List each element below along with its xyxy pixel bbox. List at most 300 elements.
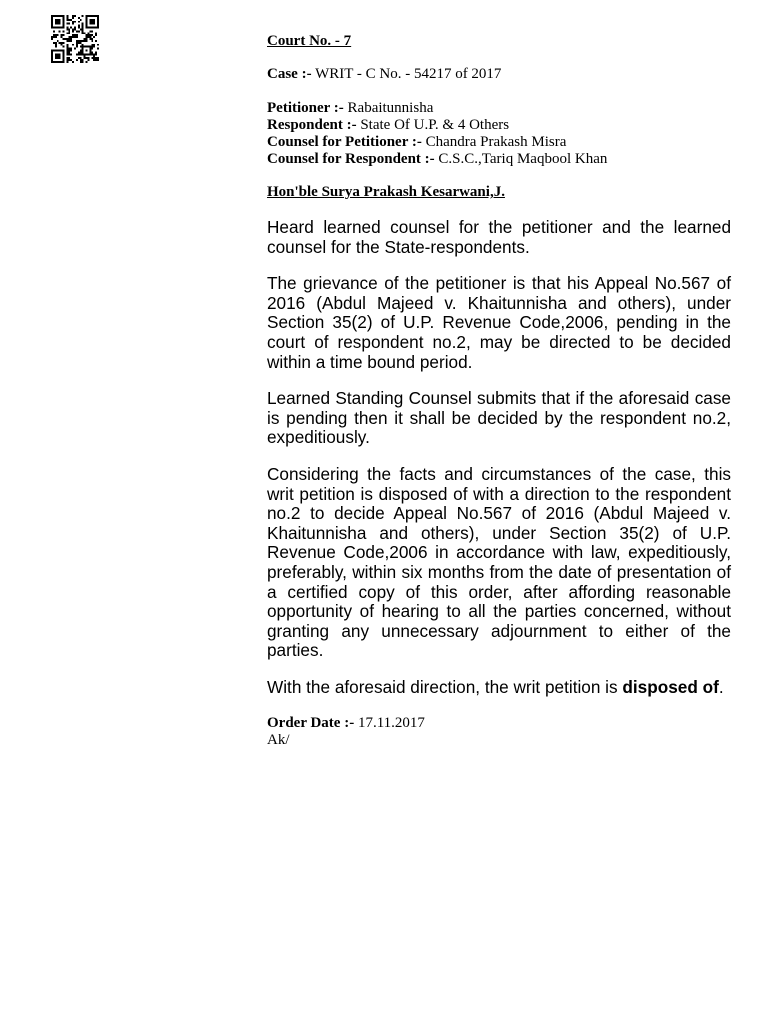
qr-module xyxy=(84,38,86,40)
qr-module xyxy=(63,57,65,59)
qr-module xyxy=(72,30,74,32)
qr-module xyxy=(86,57,88,59)
qr-module xyxy=(84,40,86,42)
qr-module xyxy=(91,38,93,40)
qr-module xyxy=(51,21,53,23)
qr-module xyxy=(68,30,70,32)
qr-module xyxy=(66,27,68,29)
qr-module xyxy=(89,36,91,38)
qr-module xyxy=(51,15,53,17)
qr-module xyxy=(86,21,88,23)
qr-module xyxy=(57,19,59,21)
qr-module xyxy=(87,34,89,36)
qr-module xyxy=(51,25,53,27)
qr-module xyxy=(64,38,66,40)
qr-module xyxy=(82,46,84,48)
qr-module xyxy=(76,40,78,42)
qr-module xyxy=(95,40,97,42)
qr-module xyxy=(93,46,95,48)
counsel-petitioner-row xyxy=(267,134,731,151)
qr-module xyxy=(57,34,59,36)
paragraph-5 xyxy=(267,678,731,698)
qr-module xyxy=(95,53,97,55)
qr-module xyxy=(82,28,84,30)
qr-module xyxy=(82,51,84,53)
petitioner-label: Petitioner :- xyxy=(267,100,344,116)
qr-module xyxy=(86,61,88,63)
qr-module xyxy=(89,53,91,55)
qr-module xyxy=(95,59,97,61)
qr-module xyxy=(80,51,82,53)
qr-module xyxy=(86,36,88,38)
qr-module xyxy=(74,34,76,36)
qr-module xyxy=(89,21,91,23)
qr-module xyxy=(55,55,57,57)
qr-module xyxy=(68,32,70,34)
qr-module xyxy=(80,53,82,55)
qr-module xyxy=(63,25,65,27)
qr-module xyxy=(78,51,80,53)
paragraph-5-text: With the aforesaid direction, the writ petition is xyxy=(267,676,623,697)
qr-module xyxy=(68,38,70,40)
qr-module xyxy=(82,32,84,34)
qr-module xyxy=(57,21,59,23)
qr-module xyxy=(91,15,93,17)
qr-module xyxy=(89,27,91,29)
qr-module xyxy=(55,34,57,36)
qr-module xyxy=(86,50,88,52)
qr-module xyxy=(87,15,89,17)
qr-module xyxy=(63,38,65,40)
qr-module xyxy=(63,34,65,36)
qr-module xyxy=(57,40,59,42)
qr-module xyxy=(89,19,91,21)
qr-module xyxy=(87,57,89,59)
counsel-petitioner-label: Counsel for Petitioner :- xyxy=(267,134,422,150)
qr-module xyxy=(82,48,84,50)
qr-module xyxy=(70,38,72,40)
qr-module xyxy=(55,27,57,29)
qr-module xyxy=(93,15,95,17)
qr-module xyxy=(70,40,72,42)
qr-module xyxy=(86,46,88,48)
qr-module xyxy=(66,53,68,55)
qr-module xyxy=(87,27,89,29)
qr-module xyxy=(93,23,95,25)
qr-module xyxy=(51,59,53,61)
qr-module xyxy=(53,15,55,17)
qr-module xyxy=(63,46,65,48)
qr-module xyxy=(51,57,53,59)
qr-module xyxy=(80,40,82,42)
qr-module xyxy=(51,23,53,25)
qr-module xyxy=(91,57,93,59)
qr-module xyxy=(68,53,70,55)
qr-module xyxy=(72,15,74,17)
qr-module xyxy=(68,51,70,53)
qr-module xyxy=(61,27,63,29)
qr-module xyxy=(87,53,89,55)
case-value: WRIT - C No. - 54217 of 2017 xyxy=(315,66,502,82)
qr-module xyxy=(91,51,93,53)
qr-module xyxy=(59,23,61,25)
qr-module xyxy=(53,36,55,38)
respondent-value: State Of U.P. & 4 Others xyxy=(360,117,510,133)
qr-module xyxy=(80,42,82,44)
qr-module xyxy=(78,17,80,19)
qr-module xyxy=(84,53,86,55)
qr-module xyxy=(57,50,59,52)
qr-module xyxy=(68,36,70,38)
qr-module xyxy=(91,27,93,29)
qr-module xyxy=(93,27,95,29)
qr-module xyxy=(63,15,65,17)
qr-module xyxy=(59,27,61,29)
qr-module xyxy=(91,48,93,50)
qr-module xyxy=(82,30,84,32)
qr-module xyxy=(51,27,53,29)
qr-module xyxy=(84,55,86,57)
qr-module xyxy=(72,34,74,36)
qr-module xyxy=(76,34,78,36)
qr-module xyxy=(86,40,88,42)
qr-module xyxy=(61,61,63,63)
qr-module xyxy=(66,28,68,30)
qr-module xyxy=(93,57,95,59)
qr-module xyxy=(57,23,59,25)
qr-module xyxy=(86,27,88,29)
qr-module xyxy=(82,44,84,46)
qr-module xyxy=(59,57,61,59)
qr-module xyxy=(74,21,76,23)
qr-module xyxy=(63,21,65,23)
qr-module xyxy=(66,32,68,34)
qr-module xyxy=(66,38,68,40)
qr-module xyxy=(80,57,82,59)
qr-module xyxy=(63,55,65,57)
qr-module xyxy=(72,36,74,38)
qr-module xyxy=(72,61,74,63)
qr-module xyxy=(74,27,76,29)
qr-module xyxy=(68,48,70,50)
qr-module xyxy=(70,50,72,52)
disposed-of-emphasis: disposed of xyxy=(622,676,719,697)
qr-module xyxy=(66,61,68,63)
qr-module xyxy=(55,53,57,55)
qr-module xyxy=(55,50,57,52)
qr-module xyxy=(61,15,63,17)
qr-module xyxy=(87,36,89,38)
qr-module xyxy=(51,36,53,38)
qr-module xyxy=(66,15,68,17)
qr-module xyxy=(74,28,76,30)
qr-module xyxy=(63,17,65,19)
qr-module xyxy=(51,53,53,55)
clerk-initials: Ak/ xyxy=(267,732,290,749)
qr-module xyxy=(80,19,82,21)
qr-module xyxy=(82,27,84,29)
qr-module xyxy=(97,19,99,21)
qr-module xyxy=(66,40,68,42)
qr-module xyxy=(61,50,63,52)
qr-module xyxy=(76,30,78,32)
qr-module xyxy=(72,21,74,23)
qr-module xyxy=(72,17,74,19)
qr-module xyxy=(55,23,57,25)
qr-module xyxy=(91,46,93,48)
qr-module xyxy=(80,28,82,30)
qr-module xyxy=(93,44,95,46)
qr-module xyxy=(80,61,82,63)
qr-module xyxy=(66,23,68,25)
respondent-label: Respondent :- xyxy=(267,117,357,133)
qr-module xyxy=(86,34,88,36)
qr-module xyxy=(59,21,61,23)
qr-module xyxy=(55,46,57,48)
qr-module xyxy=(82,25,84,27)
paragraph-3: Learned Standing Counsel submits that if the aforesaid case is pending then it shall be decided by the respondent no.2, expeditiously. xyxy=(267,388,731,448)
qr-module xyxy=(66,50,68,52)
qr-module xyxy=(78,40,80,42)
qr-module xyxy=(59,53,61,55)
qr-module xyxy=(86,25,88,27)
qr-module xyxy=(61,42,63,44)
qr-module xyxy=(91,44,93,46)
qr-module xyxy=(51,55,53,57)
qr-module xyxy=(78,57,80,59)
qr-module xyxy=(66,44,68,46)
qr-module xyxy=(53,50,55,52)
qr-module xyxy=(72,44,74,46)
qr-module xyxy=(97,27,99,29)
qr-module xyxy=(66,57,68,59)
qr-module xyxy=(78,27,80,29)
order-date-label: Order Date :- xyxy=(267,715,355,732)
qr-module xyxy=(70,48,72,50)
counsel-respondent-label: Counsel for Respondent :- xyxy=(267,151,435,167)
qr-module xyxy=(89,34,91,36)
qr-module xyxy=(51,38,53,40)
qr-module xyxy=(91,30,93,32)
qr-module xyxy=(93,55,95,57)
qr-module xyxy=(51,61,53,63)
qr-module xyxy=(63,23,65,25)
qr-module xyxy=(86,19,88,21)
qr-module xyxy=(86,23,88,25)
qr-module xyxy=(74,15,76,17)
qr-module xyxy=(91,21,93,23)
qr-module xyxy=(95,15,97,17)
qr-module xyxy=(91,53,93,55)
qr-module xyxy=(93,59,95,61)
qr-module xyxy=(55,61,57,63)
qr-module xyxy=(87,59,89,61)
qr-module xyxy=(80,50,82,52)
qr-module xyxy=(93,53,95,55)
qr-module xyxy=(55,36,57,38)
qr-module xyxy=(53,30,55,32)
qr-module xyxy=(68,59,70,61)
qr-module xyxy=(89,30,91,32)
qr-module xyxy=(63,51,65,53)
qr-module xyxy=(70,27,72,29)
order-content xyxy=(267,33,731,749)
qr-module xyxy=(59,15,61,17)
qr-module xyxy=(95,51,97,53)
qr-module xyxy=(78,25,80,27)
paragraph-4: Considering the facts and circumstances of the case, this writ petition is disposed of with a direction to the respondent no.2 to decide Appeal No.567 of 2016 (Abdul Majeed v. Khaitunnisha and others), under Section 35(2) of U.P. Revenue Code,2006 in accordance with law, expeditiously, preferably, within six months from the date of presentation of a certified copy of this order, after affording reasonable opportunity of hearing to all the parties concerned, without granting any unnecessary adjournment to either of the parties. xyxy=(267,463,731,661)
qr-module xyxy=(51,50,53,52)
qr-module xyxy=(97,15,99,17)
qr-module xyxy=(93,36,95,38)
qr-module xyxy=(68,23,70,25)
qr-module xyxy=(68,50,70,52)
qr-module xyxy=(87,32,89,34)
qr-module xyxy=(51,19,53,21)
qr-module xyxy=(70,36,72,38)
qr-module xyxy=(82,40,84,42)
qr-module xyxy=(78,30,80,32)
qr-module xyxy=(91,40,93,42)
qr-module xyxy=(55,19,57,21)
qr-module xyxy=(82,61,84,63)
qr-module xyxy=(55,15,57,17)
qr-module xyxy=(82,50,84,52)
qr-module xyxy=(61,34,63,36)
qr-module xyxy=(97,44,99,46)
qr-module xyxy=(61,36,63,38)
qr-module xyxy=(57,27,59,29)
qr-module xyxy=(76,42,78,44)
qr-module xyxy=(66,46,68,48)
qr-module xyxy=(59,30,61,32)
qr-module xyxy=(97,25,99,27)
qr-module xyxy=(55,44,57,46)
qr-module xyxy=(86,15,88,17)
qr-module xyxy=(53,27,55,29)
qr-module xyxy=(59,61,61,63)
qr-module xyxy=(63,50,65,52)
qr-module xyxy=(84,57,86,59)
qr-module xyxy=(89,23,91,25)
qr-module xyxy=(82,23,84,25)
respondent-row xyxy=(267,117,731,134)
qr-module xyxy=(63,30,65,32)
qr-module xyxy=(78,21,80,23)
qr-module xyxy=(76,44,78,46)
qr-module xyxy=(89,38,91,40)
qr-module xyxy=(97,48,99,50)
qr-module xyxy=(95,57,97,59)
qr-module xyxy=(59,55,61,57)
qr-module xyxy=(91,23,93,25)
qr-module xyxy=(82,53,84,55)
qr-module xyxy=(66,59,68,61)
qr-module xyxy=(72,28,74,30)
qr-module xyxy=(80,46,82,48)
qr-module xyxy=(97,59,99,61)
qr-module xyxy=(59,19,61,21)
qr-module xyxy=(78,53,80,55)
qr-module xyxy=(70,53,72,55)
qr-module xyxy=(61,44,63,46)
qr-module xyxy=(66,48,68,50)
qr-module xyxy=(76,53,78,55)
qr-module xyxy=(63,42,65,44)
paragraph-2: The grievance of the petitioner is that his Appeal No.567 of 2016 (Abdul Majeed v. Khaitunnisha and others), under Section 35(2) of U.P. Revenue Code,2006, pending in the court of respondent no.2, may be directed to be decided within a time bound period. xyxy=(267,273,731,372)
qr-module xyxy=(68,19,70,21)
qr-module xyxy=(66,51,68,53)
qr-module xyxy=(57,15,59,17)
qr-module xyxy=(89,50,91,52)
qr-module xyxy=(95,34,97,36)
order-date-row xyxy=(267,715,731,732)
qr-module xyxy=(97,17,99,19)
qr-module xyxy=(93,19,95,21)
qr-module xyxy=(74,48,76,50)
counsel-respondent-value: C.S.C.,Tariq Maqbool Khan xyxy=(438,151,608,167)
qr-module xyxy=(51,17,53,19)
qr-module xyxy=(53,61,55,63)
qr-module xyxy=(97,21,99,23)
qr-module xyxy=(55,42,57,44)
qr-module xyxy=(76,46,78,48)
case-label: Case :- xyxy=(267,66,312,82)
qr-module xyxy=(53,34,55,36)
paragraph-1: Heard learned counsel for the petitioner and the learned counsel for the State-respondents. xyxy=(267,217,731,257)
qr-module xyxy=(91,34,93,36)
case-line xyxy=(267,66,731,83)
qr-module xyxy=(68,28,70,30)
qr-module xyxy=(66,17,68,19)
qr-module xyxy=(89,46,91,48)
qr-module xyxy=(97,57,99,59)
qr-module xyxy=(57,61,59,63)
paragraph-5-end: . xyxy=(718,676,724,697)
order-date-value: 17.11.2017 xyxy=(357,715,425,732)
qr-module xyxy=(82,59,84,61)
qr-module xyxy=(68,57,70,59)
qr-module xyxy=(95,32,97,34)
qr-module xyxy=(95,27,97,29)
petitioner-value: Rabaitunnisha xyxy=(347,100,434,116)
qr-module xyxy=(97,23,99,25)
qr-module xyxy=(68,40,70,42)
qr-module xyxy=(86,38,88,40)
qr-module xyxy=(89,15,91,17)
qr-module xyxy=(78,42,80,44)
qr-module xyxy=(89,48,91,50)
qr-module xyxy=(63,19,65,21)
qr-module xyxy=(93,21,95,23)
qr-module xyxy=(70,59,72,61)
qr-module xyxy=(70,19,72,21)
qr-module xyxy=(51,51,53,53)
qr-module xyxy=(84,32,86,34)
qr-module xyxy=(55,57,57,59)
qr-module xyxy=(91,19,93,21)
qr-code-icon xyxy=(51,15,99,63)
qr-module xyxy=(63,61,65,63)
qr-module xyxy=(57,57,59,59)
qr-module xyxy=(57,53,59,55)
qr-module xyxy=(59,50,61,52)
qr-module xyxy=(63,27,65,29)
qr-module xyxy=(84,46,86,48)
judge-name: Hon'ble Surya Prakash Kesarwani,J. xyxy=(267,184,505,200)
counsel-petitioner-value: Chandra Prakash Misra xyxy=(425,134,567,150)
qr-module xyxy=(57,55,59,57)
